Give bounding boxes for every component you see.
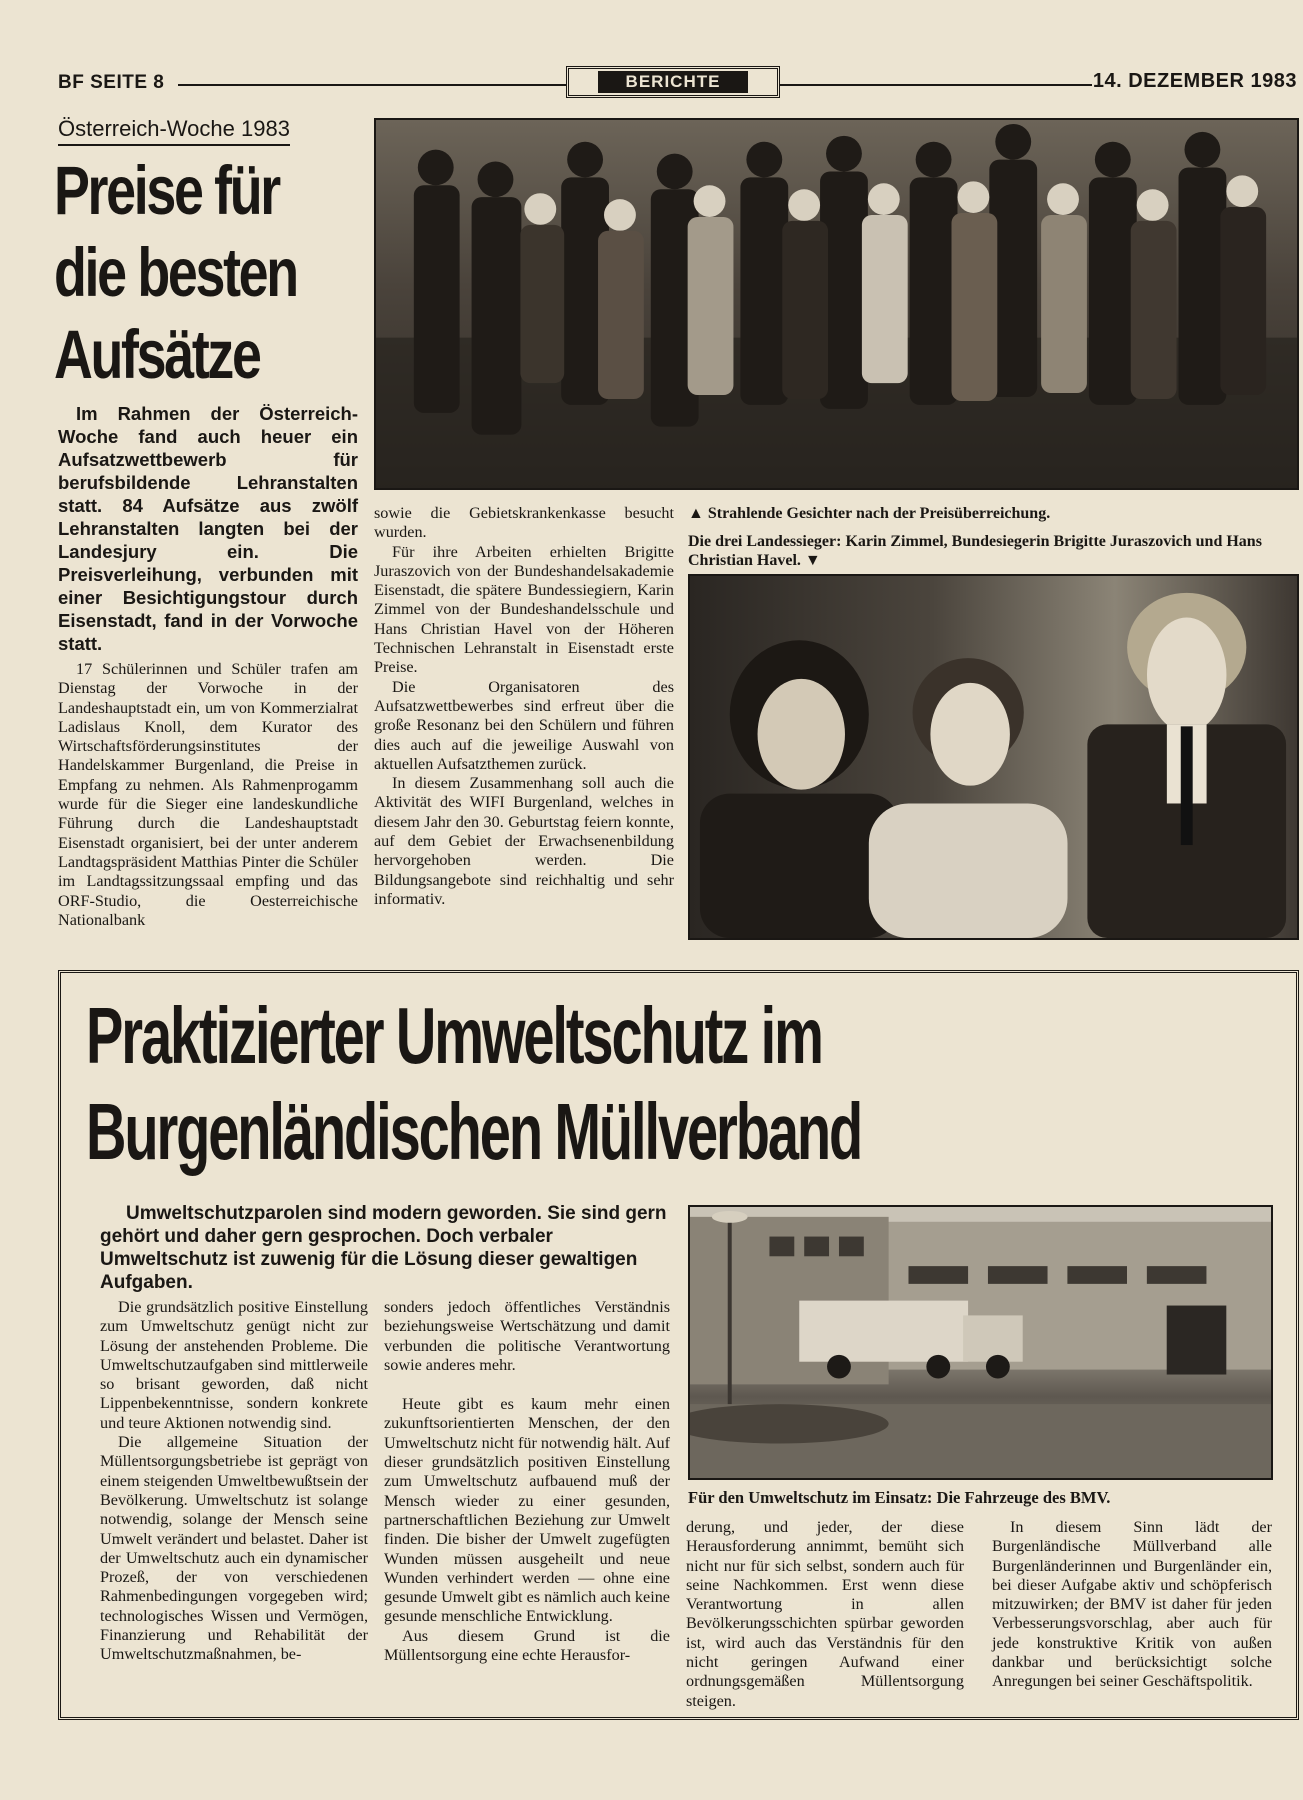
article2-headline: Praktizierter Umweltschutz im Burgenländischen Müllverband bbox=[86, 991, 862, 1176]
article2-lead: Umweltschutzparolen sind modern geworden. Sie sind gern gehört und daher gern gesprochen. Doch verbaler Umweltschutz ist zuwenig für die Lösung dieser gewaltigen Aufgaben. bbox=[100, 1203, 667, 1293]
article1-lead: Im Rahmen der Österreich-Woche fand auch heuer ein Aufsatzwettbewerb für berufsbildende Lehranstalten statt. 84 Aufsätze aus zwölf Lehranstalten langten bei der Landesjury ein. Die Preisverleihung, verbunden mit einer Besichtigungstour durch Eisenstadt, fand in der Vorwoche statt. bbox=[58, 403, 358, 654]
group-photo-figures bbox=[376, 120, 1297, 488]
article1-headline: Preise für die besten Aufsätze bbox=[54, 152, 297, 393]
header-rule-right bbox=[780, 84, 1092, 86]
winners-photo-caption: Die drei Landessieger: Karin Zimmel, Bundesiegerin Brigitte Juraszovich und Hans Christian Havel. ▼ bbox=[688, 533, 1262, 569]
truck-photo-scene bbox=[690, 1207, 1271, 1478]
group-photo-caption: ▲ Strahlende Gesichter nach der Preisüberreichung. bbox=[688, 505, 1051, 522]
article2-column-3: derung, und jeder, der diese Herausforderung annimmt, bemüht sich nicht nur für sich selbst, sondern auch für seine Nachkommen. Erst wenn diese Verantwortung in allen Bevölkerungsschichten spürbar geworden ist, wird auch das Verständnis für den nicht geringen Aufwand einer ordnungsgemäßen Müllentsorgung steigen. bbox=[686, 1518, 964, 1710]
article2-column-4: In diesem Sinn lädt der Burgenländische Müllverband alle Burgenländerinnen und Burgenländer ein, bei dieser Aufgabe aktiv und schöpferisch mitzuwirken; der BMV ist daher für jeden Verbesserungsvorschlag, aber auch für jede konstruktive Kritik von außen dankbar und berücksichtigt solche Anregungen bei seiner Geschäftspolitik. bbox=[992, 1518, 1272, 1691]
truck-photo-caption: Für den Umweltschutz im Einsatz: Die Fahrzeuge des BMV. bbox=[688, 1488, 1111, 1507]
article1-kicker: Österreich-Woche 1983 bbox=[58, 116, 290, 146]
truck-photo bbox=[688, 1205, 1273, 1480]
winners-photo bbox=[688, 574, 1299, 940]
winners-photo-figures bbox=[690, 576, 1297, 938]
header-rule-left bbox=[178, 84, 568, 86]
group-photo bbox=[374, 118, 1299, 490]
article2-column-2: sonders jedoch öffentliches Verständnis beziehungsweise Wertschätzung und damit verbunden die politische Verantwortung sowie anderes mehr. Heute gibt es kaum mehr einen zukunftsorientierten Menschen, der den Umweltschutz nicht für notwendig hält. Auf dieser grundsätzlich positiven Einstellung zum Umweltschutz aufbauend muß der Mensch wieder zu einer gesunden, partnerschaftlichen Beziehung zur Umwelt finden. Die bisher der Umwelt zugefügten Wunden müssen ausgeheilt und neue Wunden verhindert werden — ohne eine gesunde Umwelt gibt es nämlich auch keine gesunde menschliche Entwicklung. Aus diesem Grund ist die Müllentsorgung eine echte Herausfor- bbox=[384, 1298, 670, 1665]
article1-column-2: sowie die Gebietskrankenkasse besucht wurden. Für ihre Arbeiten erhielten Brigitte Juraszovich von der Bundeshandelsakademie Eisenstadt, die spätere Bundessiegiern, Karin Zimmel von der Bundeshandelsschule und Hans Christian Havel von der Höheren Technischen Lehranstalt in Eisenstadt erste Preise. Die Organisatoren des Aufsatzwettbewerbes sind erfreut über die große Resonanz bei den Schülern und führen dies auch auf die jeweilige Auswahl von aktuellen Aufsatzthemen zurück. In diesem Zusammenhang soll auch die Aktivität des WIFI Burgenland, welches in diesem Jahr den 30. Geburtstag feiern konnte, auf dem Gebiet der Erwachsenenbildung hervorgehoben werden. Die Bildungsangebote sind reichhaltig und sehr informativ. bbox=[374, 504, 674, 908]
issue-date: 14. DEZEMBER 1983 bbox=[1092, 70, 1297, 92]
section-label: BERICHTE bbox=[566, 66, 780, 98]
article1-column-1: 17 Schülerinnen und Schüler trafen am Dienstag der Vorwoche in der Landeshauptstadt ein, um von Kommerzialrat Ladislaus Knoll, dem Kurator des Wirtschaftsförderungsinstitutes der Handelskammer Burgenland, die Preise in Empfang zu nehmen. Als Rahmenprogamm wurde für die Sieger eine landeskundliche Führung durch die Landeshauptstadt Eisenstadt organisiert, bei der unter anderem Landtagspräsident Matthias Pinter die Schüler im Landtagssitzungssaal empfing und das ORF-Studio, die Oesterreichische Nationalbank bbox=[58, 660, 358, 929]
article2-column-1: Die grundsätzlich positive Einstellung zum Umweltschutz genügt nicht zur Lösung der anstehenden Probleme. Die Umweltschutzaufgaben sind mittlerweile so brisant geworden, daß nicht Lippenbekenntnisse, sondern konkrete und teure Aktionen notwendig sind. Die allgemeine Situation der Müllentsorgungsbetriebe ist geprägt von einem steigenden Umweltbewußtsein der Bevölkerung. Umweltschutz ist solange notwendig, solange der Mensch seine Umwelt verändert und belastet. Daher ist der Umweltschutz auch ein dynamischer Prozeß, der von verschiedenen Rahmenbedingungen vorgegeben wird; technologisches Wissen und Vermögen, Finanzierung und Rehabilität der Umweltschutzmaßnahmen, be- bbox=[100, 1298, 368, 1664]
page-number: BF SEITE 8 bbox=[58, 72, 165, 93]
